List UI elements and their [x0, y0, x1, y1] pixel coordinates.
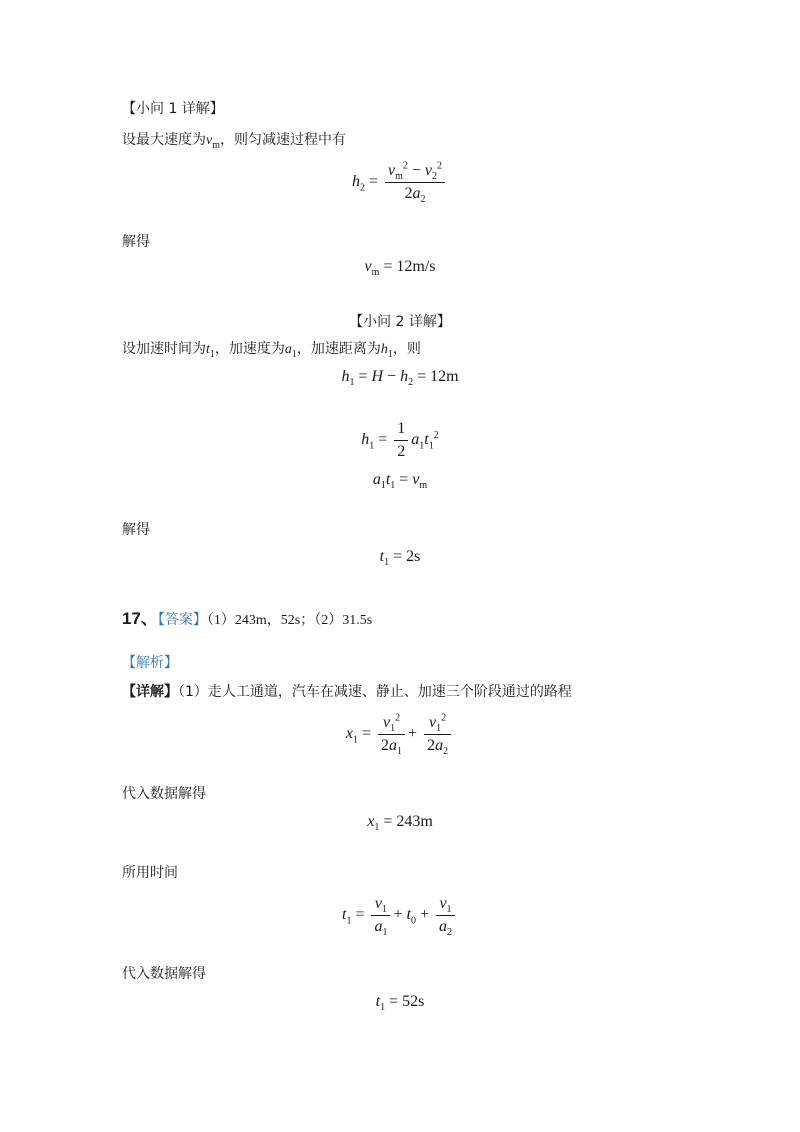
equation-vm-result: $v_m = 12m/s$: [364, 258, 436, 279]
equation-x1-distance: $x_1$ = $\frac{v_1^2}{2a_1}$ + $\frac{v_1^2}{2a_2}$: [0, 712, 800, 757]
sub-m: m: [212, 139, 220, 151]
answer-text: （1）243m，52s；（2）31.5s: [206, 613, 373, 628]
text-accel-b: ，加速度为: [214, 341, 285, 357]
text-substitute-2: 代入数据解得: [122, 966, 206, 982]
text-line-acceleration: 设加速时间为$t_1$，加速度为$a_1$，加速距离为$h_1$，则: [122, 341, 421, 360]
equation-x1-result: $x_1 = 243m$: [367, 813, 433, 834]
detail-text: （1）走人工通道，汽车在减速、静止、加速三个阶段通过的路程: [178, 684, 572, 700]
text-accel-d: ，则: [392, 341, 421, 357]
text-time-used: 所用时间: [122, 865, 178, 881]
text-substitute-1: 代入数据解得: [122, 786, 206, 802]
equation-t1-result: $t_1 = 2s$: [379, 548, 421, 569]
x1-result-value: 243m: [396, 813, 433, 830]
vm-result-value: 12m/s: [396, 258, 436, 275]
t1-result-value: 2s: [406, 548, 421, 565]
subquestion-2-heading: 【小问 2 详解】: [349, 314, 451, 330]
answer-label: 【答案】: [157, 612, 207, 628]
equation-t1-52s: $t_1 = 52s$: [375, 993, 425, 1014]
text-max-speed-suffix: ，则匀减速过程中有: [220, 132, 346, 148]
t1-52s-value: 52s: [402, 993, 425, 1010]
h1-result-value: 12m: [430, 368, 459, 385]
text-max-speed-prefix: 设最大速度为: [122, 132, 206, 148]
equation-h1-kinematic: $h_1$ = $\frac{1}{2}$ $a_1t_1^2$: [361, 420, 439, 460]
analysis-label: 【解析】: [122, 655, 178, 671]
equation-t1-time: $t_1$ = $\frac{v_1}{a_1}$ + $t_0$ + $\frac{v_1}{a_2}$: [0, 893, 800, 938]
text-solve-1: 解得: [122, 234, 150, 250]
text-line-max-speed: [122, 131, 346, 150]
text-accel-a: 设加速时间为: [122, 341, 206, 357]
question-17-answer-line: [122, 610, 372, 630]
equation-a1t1-vm: $a_1t_1 = v_m$: [372, 471, 428, 492]
subquestion-1-heading: 【小问 1 详解】: [122, 101, 224, 117]
detail-label: 【详解】: [122, 684, 178, 700]
equation-h1-distance: $h_1 = H - h_2 = 12m$: [341, 368, 459, 389]
equation-h2-deceleration: $h_2$ = $\frac{v_m^2 - v_2^2}{2a_2}$: [0, 160, 800, 205]
text-solve-2: 解得: [122, 522, 150, 538]
text-accel-c: ，加速距离为: [296, 341, 381, 357]
question-number: 17、: [122, 609, 158, 628]
detail-line: [122, 683, 572, 701]
var-v-max: v: [206, 133, 213, 148]
